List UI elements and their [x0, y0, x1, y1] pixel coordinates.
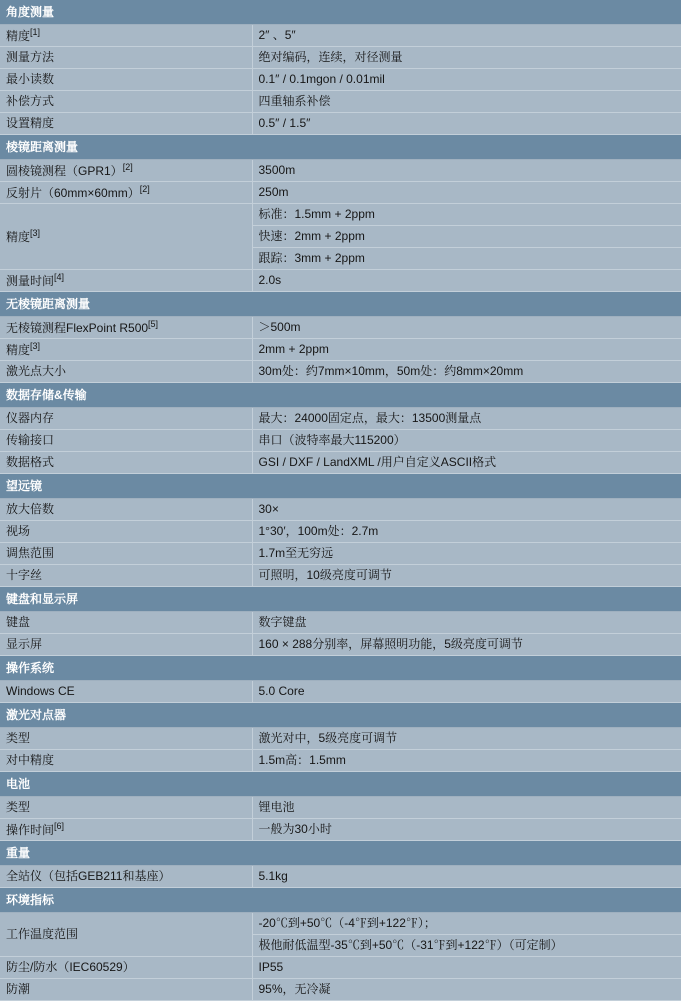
footnote-marker: [3] — [30, 228, 41, 238]
row-value: -20℃到+50℃（-4℉到+122℉）； — [252, 913, 681, 935]
row-label: 传输接口 — [0, 430, 252, 452]
table-row — [0, 797, 681, 819]
section-title: 棱镜距离测量 — [0, 135, 681, 160]
section-header-row — [0, 135, 681, 160]
row-value: 最大：24000固定点，最大：13500测量点 — [252, 408, 681, 430]
table-row — [0, 339, 681, 361]
table-row — [0, 204, 681, 226]
row-value: 1°30′，100m处：2.7m — [252, 521, 681, 543]
section-header-row — [0, 587, 681, 612]
section-title: 操作系统 — [0, 656, 681, 681]
section-header-row — [0, 772, 681, 797]
row-label: 仪器内存 — [0, 408, 252, 430]
row-value: 2.0s — [252, 270, 681, 292]
row-label: 放大倍数 — [0, 499, 252, 521]
row-label: 反射片（60mm×60mm）[2] — [0, 182, 252, 204]
section-title: 无棱镜距离测量 — [0, 292, 681, 317]
row-value: 数字键盘 — [252, 612, 681, 634]
section-header-row — [0, 703, 681, 728]
section-header-row — [0, 292, 681, 317]
row-value: IP55 — [252, 957, 681, 979]
row-value: 160 × 288分别率，屏幕照明功能，5级亮度可调节 — [252, 634, 681, 656]
row-label: 视场 — [0, 521, 252, 543]
section-header-row — [0, 0, 681, 25]
table-row — [0, 750, 681, 772]
row-value: 跟踪：3mm + 2ppm — [252, 248, 681, 270]
row-label: 测量方法 — [0, 47, 252, 69]
table-row — [0, 979, 681, 1001]
section-title: 键盘和显示屏 — [0, 587, 681, 612]
row-value: 30× — [252, 499, 681, 521]
row-label: 类型 — [0, 728, 252, 750]
row-value: 串口（波特率最大115200） — [252, 430, 681, 452]
row-label: 对中精度 — [0, 750, 252, 772]
table-row — [0, 565, 681, 587]
row-label: 数据格式 — [0, 452, 252, 474]
footnote-marker: [2] — [122, 162, 133, 172]
row-value: 0.1″ / 0.1mgon / 0.01mil — [252, 69, 681, 91]
table-row — [0, 612, 681, 634]
table-row — [0, 957, 681, 979]
section-header-row — [0, 474, 681, 499]
footnote-marker: [1] — [30, 27, 41, 37]
table-row — [0, 543, 681, 565]
row-value: 激光对中，5级亮度可调节 — [252, 728, 681, 750]
table-row — [0, 681, 681, 703]
row-value: 绝对编码，连续，对径测量 — [252, 47, 681, 69]
row-value: 30m处：约7mm×10mm，50m处：约8mm×20mm — [252, 361, 681, 383]
row-value: ＞500m — [252, 317, 681, 339]
table-row — [0, 160, 681, 182]
row-value: 95%，无冷凝 — [252, 979, 681, 1001]
footnote-marker: [4] — [54, 272, 65, 282]
table-row — [0, 25, 681, 47]
section-title: 激光对点器 — [0, 703, 681, 728]
row-value: 快速：2mm + 2ppm — [252, 226, 681, 248]
table-row — [0, 408, 681, 430]
table-row — [0, 113, 681, 135]
row-label: 操作时间[6] — [0, 819, 252, 841]
section-header-row — [0, 383, 681, 408]
footnote-marker: [5] — [148, 319, 159, 329]
footnote-marker: [6] — [54, 821, 65, 831]
row-label: 精度[3] — [0, 339, 252, 361]
row-label: 无棱镜测程FlexPoint R500[5] — [0, 317, 252, 339]
row-label: 精度[3] — [0, 204, 252, 270]
section-title: 电池 — [0, 772, 681, 797]
row-value: 1.7m至无穷远 — [252, 543, 681, 565]
table-row — [0, 452, 681, 474]
table-row — [0, 361, 681, 383]
row-label: 类型 — [0, 797, 252, 819]
row-value: 1.5m高：1.5mm — [252, 750, 681, 772]
section-title: 角度测量 — [0, 0, 681, 25]
row-value: 5.1kg — [252, 866, 681, 888]
footnote-marker: [3] — [30, 341, 41, 351]
row-value: 3500m — [252, 160, 681, 182]
row-label: 防潮 — [0, 979, 252, 1001]
table-row — [0, 634, 681, 656]
table-row — [0, 819, 681, 841]
table-row — [0, 182, 681, 204]
row-label: 激光点大小 — [0, 361, 252, 383]
table-row — [0, 430, 681, 452]
row-label: 十字丝 — [0, 565, 252, 587]
row-label: 圆棱镜测程（GPR1）[2] — [0, 160, 252, 182]
row-label: 补偿方式 — [0, 91, 252, 113]
section-header-row — [0, 656, 681, 681]
row-label: 测量时间[4] — [0, 270, 252, 292]
row-value: 一般为30小时 — [252, 819, 681, 841]
table-row — [0, 317, 681, 339]
row-value: GSI / DXF / LandXML /用户自定义ASCII格式 — [252, 452, 681, 474]
row-label: 全站仪（包括GEB211和基座） — [0, 866, 252, 888]
table-row — [0, 913, 681, 935]
table-row — [0, 270, 681, 292]
row-label: 调焦范围 — [0, 543, 252, 565]
section-title: 望远镜 — [0, 474, 681, 499]
row-value: 标准：1.5mm + 2ppm — [252, 204, 681, 226]
row-value: 极他耐低温型-35℃到+50℃（-31℉到+122℉）（可定制） — [252, 935, 681, 957]
table-row — [0, 728, 681, 750]
section-header-row — [0, 841, 681, 866]
row-label: 防尘/防水（IEC60529） — [0, 957, 252, 979]
section-title: 环境指标 — [0, 888, 681, 913]
table-row — [0, 91, 681, 113]
row-label: 最小读数 — [0, 69, 252, 91]
table-row — [0, 69, 681, 91]
row-label: 键盘 — [0, 612, 252, 634]
table-row — [0, 521, 681, 543]
row-label: 设置精度 — [0, 113, 252, 135]
row-value: 2″ 、5″ — [252, 25, 681, 47]
table-row — [0, 47, 681, 69]
section-header-row — [0, 888, 681, 913]
row-value: 2mm + 2ppm — [252, 339, 681, 361]
row-label: Windows CE — [0, 681, 252, 703]
row-label: 工作温度范围 — [0, 913, 252, 957]
row-value: 锂电池 — [252, 797, 681, 819]
section-title: 数据存储&传输 — [0, 383, 681, 408]
table-row — [0, 866, 681, 888]
row-value: 0.5″ / 1.5″ — [252, 113, 681, 135]
table-row — [0, 499, 681, 521]
row-value: 四重轴系补偿 — [252, 91, 681, 113]
row-label: 精度[1] — [0, 25, 252, 47]
section-title: 重量 — [0, 841, 681, 866]
row-label: 显示屏 — [0, 634, 252, 656]
row-value: 250m — [252, 182, 681, 204]
row-value: 5.0 Core — [252, 681, 681, 703]
footnote-marker: [2] — [139, 184, 150, 194]
row-value: 可照明，10级亮度可调节 — [252, 565, 681, 587]
